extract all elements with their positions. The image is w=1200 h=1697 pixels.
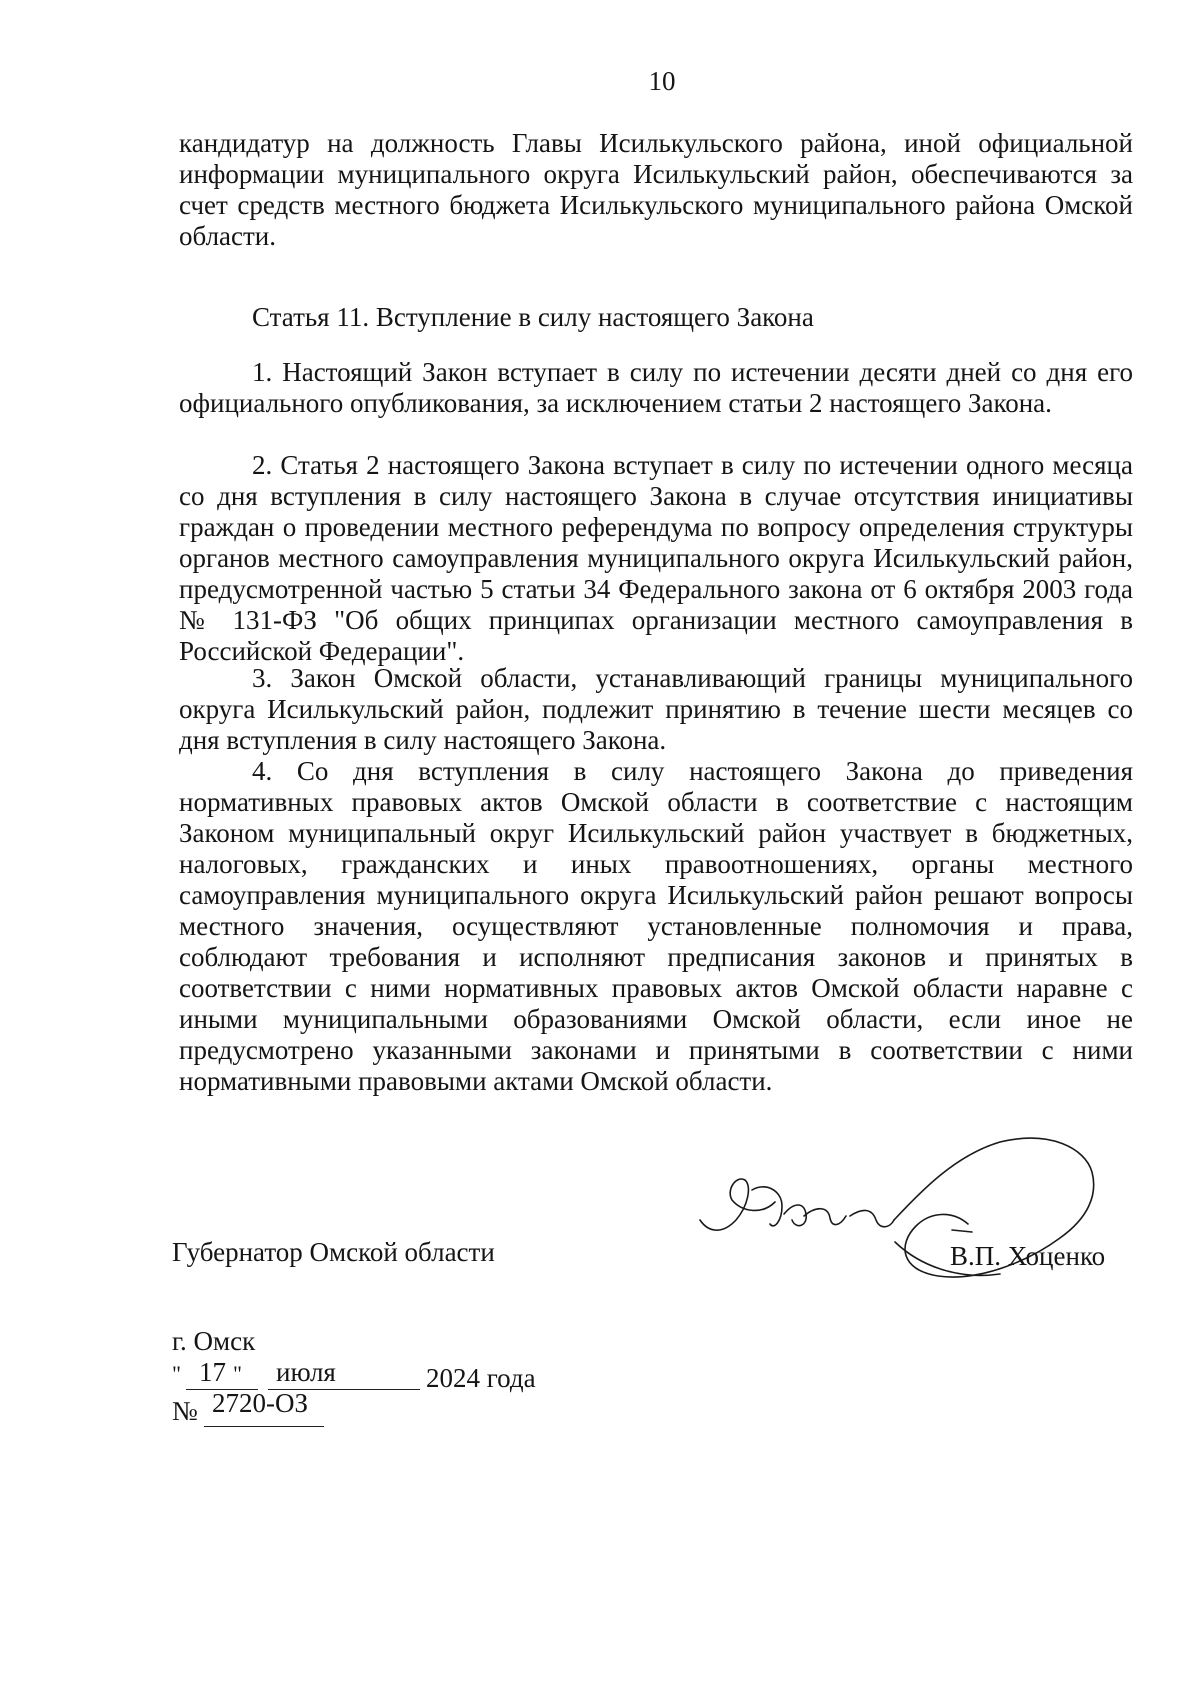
governor-name: В.П. Хоценко [950,1241,1106,1271]
number-underline [204,1426,324,1427]
document-number-line [172,1390,372,1426]
city: г. Омск [172,1326,256,1356]
governor-title: Губернатор Омской области [172,1237,495,1267]
document-number: 2720-ОЗ [212,1388,309,1418]
handwritten-signature [690,1120,1120,1350]
date-close-quote: " [233,1361,242,1386]
date-open-quote: " [172,1361,181,1386]
article-paragraph-3: 3. Закон Омской области, устанавливающий границы муниципального округа Исилькульский район, подлежит принятию в течение шести месяцев со дня вступления в силу настоящего Закона. [179,663,1133,755]
article-title: Статья 11. Вступление в силу настоящего Закона [252,302,814,332]
article-paragraph-1: 1. Настоящий Закон вступает в силу по истечении десяти дней со дня его официального опубликования, за исключением статьи 2 настоящего Закона. [179,357,1133,418]
article-paragraph-4: 4. Со дня вступления в силу настоящего Закона до приведения нормативных правовых актов Омской области в соответствие с настоящим Законом муниципальный округ Исилькульский район участвует в бюджетных, налоговых, гражданских и иных правоотношениях, органы местного самоуправления муниципального округа Исилькульский район решают вопросы местного значения, осуществляют установленные полномочия и права, соблюдают требования и исполняют предписания законов и принятых в соответствии с ними нормативных правовых актов Омской области наравне с иными муниципальными образованиями Омской области, если иное не предусмотрено указанными законами и принятыми в соответствии с ними нормативными правовыми актами Омской области. [179,756,1133,1096]
page-number: 10 [648,66,676,96]
number-sign: № [172,1396,198,1426]
date-month: июля [276,1357,336,1387]
date-day: 17 [199,1357,226,1387]
date-year: 2024 года [426,1363,536,1393]
article-paragraph-2: 2. Статья 2 настоящего Закона вступает в силу по истечении одного месяца со дня вступления в силу настоящего Закона в случае отсутствия инициативы граждан о проведении местного референдума по вопросу определения структуры органов местного самоуправления муниципального округа Исилькульский район, предусмотренной частью 5 статьи 34 Федерального закона от 6 октября 2003 года № 131-ФЗ "Об общих принципах организации местного самоуправления в Российской Федерации". [179,450,1133,666]
intro-paragraph: кандидатур на должность Главы Исилькульского района, иной официальной информации муниципального округа Исилькульский район, обеспечиваются за счет средств местного бюджета Исилькульского муниципального района Омской области. [179,128,1133,251]
